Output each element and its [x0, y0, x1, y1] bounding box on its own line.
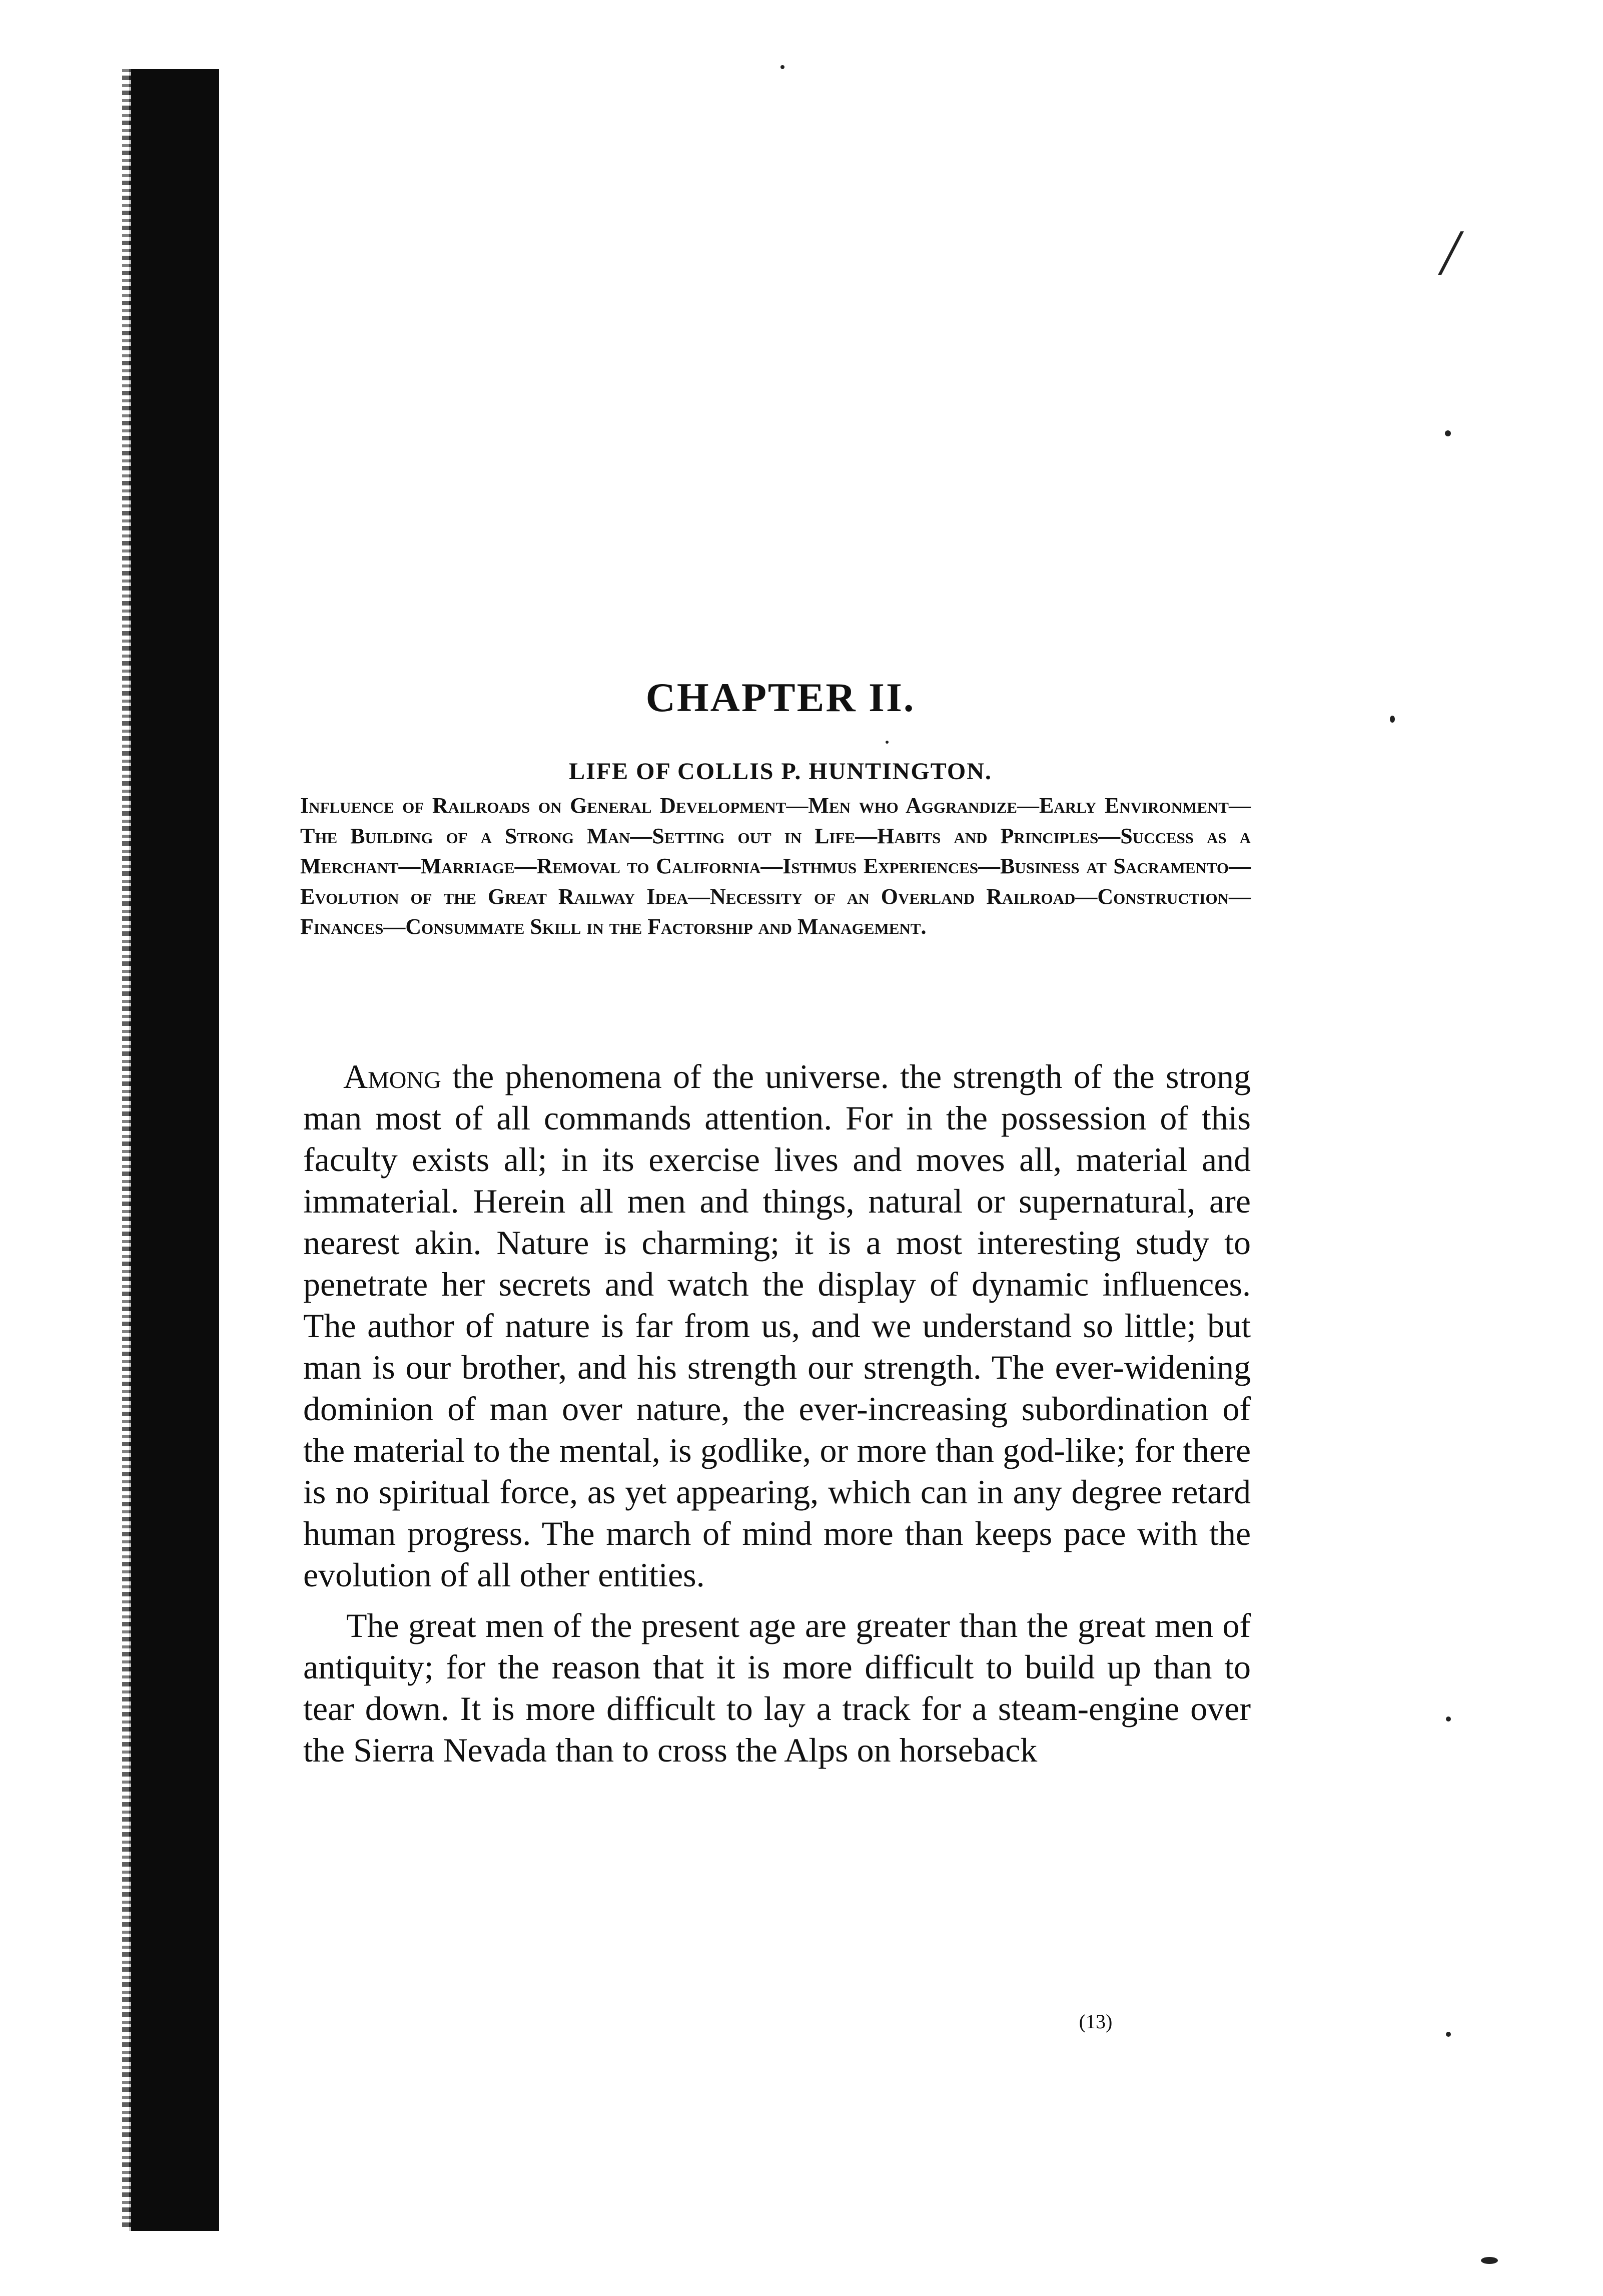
page-number: (13): [1079, 2010, 1113, 2033]
paragraph: The great men of the present age are greater than the great men of antiquity; for the reason that it is more difficult to build up than to tear down. It is more difficult to lay a track for a steam-engine over the Sierra Nevada than to cross the Alps on horseback: [303, 1606, 1251, 1769]
margin-pencil-mark: /: [1441, 217, 1459, 289]
scan-speck: [1445, 430, 1451, 436]
scan-speck: [886, 741, 889, 744]
scan-speck: [1390, 716, 1395, 723]
paragraph-lead-word: Among: [343, 1057, 441, 1095]
scan-speck: [1446, 1716, 1451, 1721]
body-text: [303, 1056, 1251, 1771]
chapter-title: CHAPTER II.: [645, 674, 916, 720]
paragraph: [303, 1056, 1251, 1596]
chapter-synopsis: Influence of Railroads on General Development—Men who Aggrandize—Early Environment—The Building of a Strong Man—Setting out in Life—Habits and Principles—Success as a Merchant—Marriage—Removal to California—Isthmus Experiences—Business at Sacramento—Evolution of the Great Railway Idea—Necessity of an Overland Railroad—Construction—Finances—Consummate Skill in the Factorship and Management.: [300, 793, 1251, 939]
scan-speck: [1481, 2257, 1498, 2264]
paragraph-text: the phenomena of the universe. the strength of the strong man most of all commands attention. For in the possession of this faculty exists all; in its exercise lives and moves all, material and immaterial. Herein all men and things, natural or supernatural, are nearest akin. Nature is charming; it is a most interesting study to penetrate her secrets and watch the display of dynamic influences. The author of nature is far from us, and we understand so little; but man is our brother, and his strength our strength. The ever-widening dominion of man over nature, the ever-increasing subordination of the material to the mental, is godlike, or more than god-like; for there is no spiritual force, as yet appearing, which can in any degree retard human progress. The march of mind more than keeps pace with the evolution of all other entities.: [303, 1057, 1251, 1594]
chapter-subject: LIFE OF COLLIS P. HUNTINGTON.: [569, 758, 992, 785]
binding-shadow: [129, 69, 219, 2231]
scan-speck: [1446, 2032, 1451, 2037]
scan-speck: [780, 65, 784, 69]
